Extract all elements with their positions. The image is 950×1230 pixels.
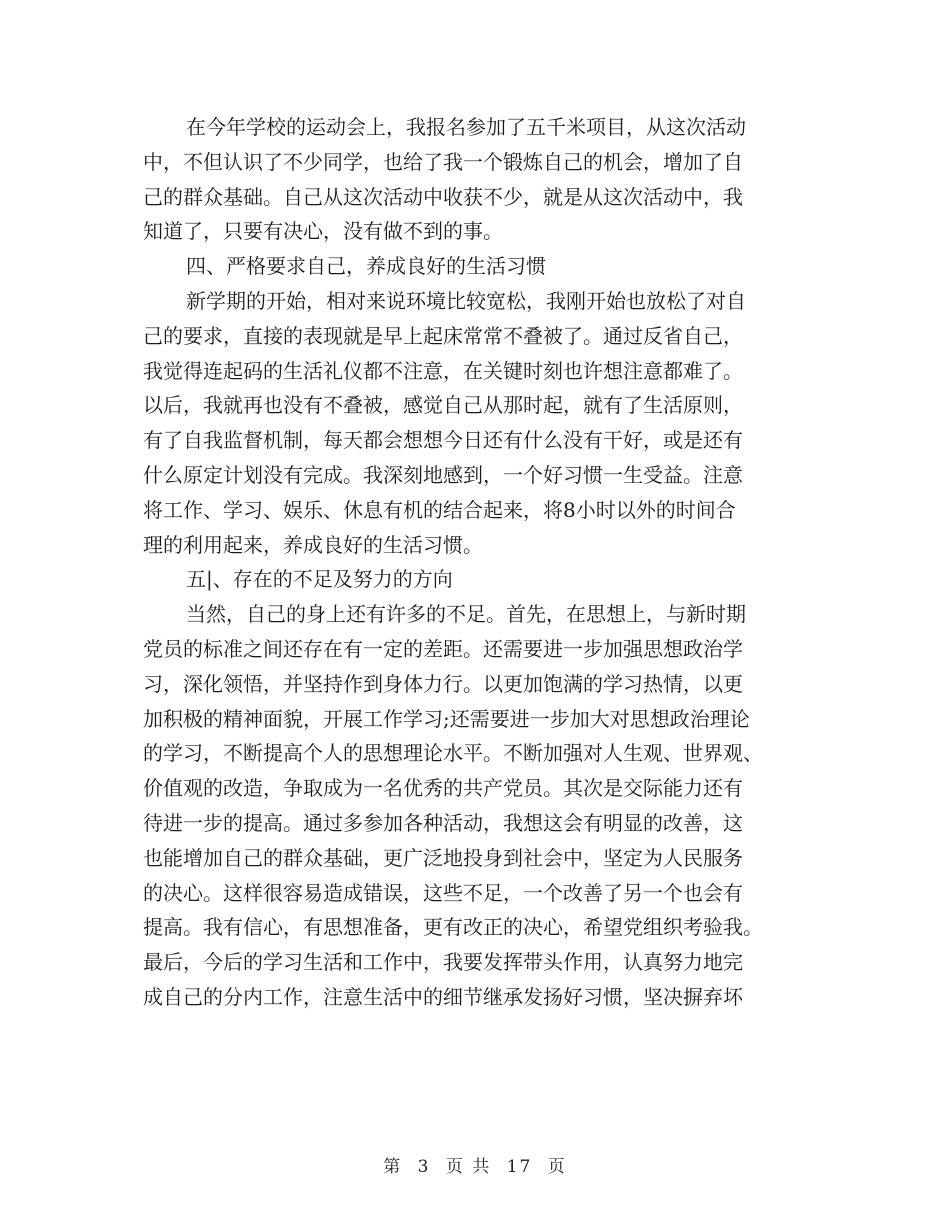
text-line: 五|、存在的不足及努力的方向 xyxy=(186,567,453,592)
text-line: 提高。我有信心，有思想准备，更有改正的决心，希望党组织考验我。 xyxy=(143,915,763,940)
text-line: 己的群众基础。自己从这次活动中收获不少，就是从这次活动中，我 xyxy=(143,184,743,209)
text-line: 将工作、学习、娱乐、休息有机的结合起来，将8小时以外的时间合 xyxy=(143,497,736,522)
text-line: 四、严格要求自己，养成良好的生活习惯 xyxy=(186,254,546,279)
page-footer xyxy=(0,1152,950,1177)
text-line: 新学期的开始，相对来说环境比较宽松，我刚开始也放松了对自 xyxy=(186,288,746,313)
text-line: 也能增加自己的群众基础，更广泛地投身到社会中，坚定为人民服务 xyxy=(143,845,743,870)
footer-suffix: 页 xyxy=(547,1157,567,1177)
text-line: 待进一步的提高。通过多参加各种活动，我想这会有明显的改善，这 xyxy=(143,810,743,835)
footer-total-pages: 17 xyxy=(506,1157,533,1177)
document-body xyxy=(143,110,813,1015)
text-line: 成自己的分内工作，注意生活中的细节继承发扬好习惯，坚决摒弃坏 xyxy=(143,984,743,1009)
text-line: 以后，我就再也没有不叠被，感觉自己从那时起，就有了生活原则， xyxy=(143,393,743,418)
text-line: 的学习，不断提高个人的思想理论水平。不断加强对人生观、世界观、 xyxy=(143,741,763,766)
text-line: 的决心。这样很容易造成错误，这些不足，一个改善了另一个也会有 xyxy=(143,880,743,905)
footer-prefix: 第 xyxy=(383,1157,403,1177)
text-line: 知道了，只要有决心，没有做不到的事。 xyxy=(143,219,503,244)
text-line: 我觉得连起码的生活礼仪都不注意，在关键时刻也许想注意都难了。 xyxy=(143,358,743,383)
text-line: 理的利用起来，养成良好的生活习惯。 xyxy=(143,532,483,557)
text-line: 加积极的精神面貌，开展工作学习;还需要进一步加大对思想政治理论 xyxy=(143,706,750,731)
text-line: 党员的标准之间还存在有一定的差距。还需要进一步加强思想政治学 xyxy=(143,636,743,661)
text-line: 己的要求，直接的表现就是早上起床常常不叠被了。通过反省自己， xyxy=(143,323,743,348)
text-line: 最后，今后的学习生活和工作中，我要发挥带头作用，认真努力地完 xyxy=(143,950,743,975)
text-line: 当然，自己的身上还有许多的不足。首先，在思想上，与新时期 xyxy=(186,602,746,627)
text-line: 习，深化领悟，并坚持作到身体力行。以更加饱满的学习热情，以更 xyxy=(143,671,743,696)
text-line: 价值观的改造，争取成为一名优秀的共产党员。其次是交际能力还有 xyxy=(143,776,743,801)
footer-middle: 页 共 xyxy=(445,1157,492,1177)
text-line: 中，不但认识了不少同学，也给了我一个锻炼自己的机会，增加了自 xyxy=(143,149,743,174)
text-line: 什么原定计划没有完成。我深刻地感到，一个好习惯一生受益。注意 xyxy=(143,462,743,487)
text-line: 在今年学校的运动会上，我报名参加了五千米项目，从这次活动 xyxy=(186,115,746,139)
footer-current-page: 3 xyxy=(417,1157,431,1177)
text-line: 有了自我监督机制，每天都会想想今日还有什么没有干好，或是还有 xyxy=(143,428,743,453)
